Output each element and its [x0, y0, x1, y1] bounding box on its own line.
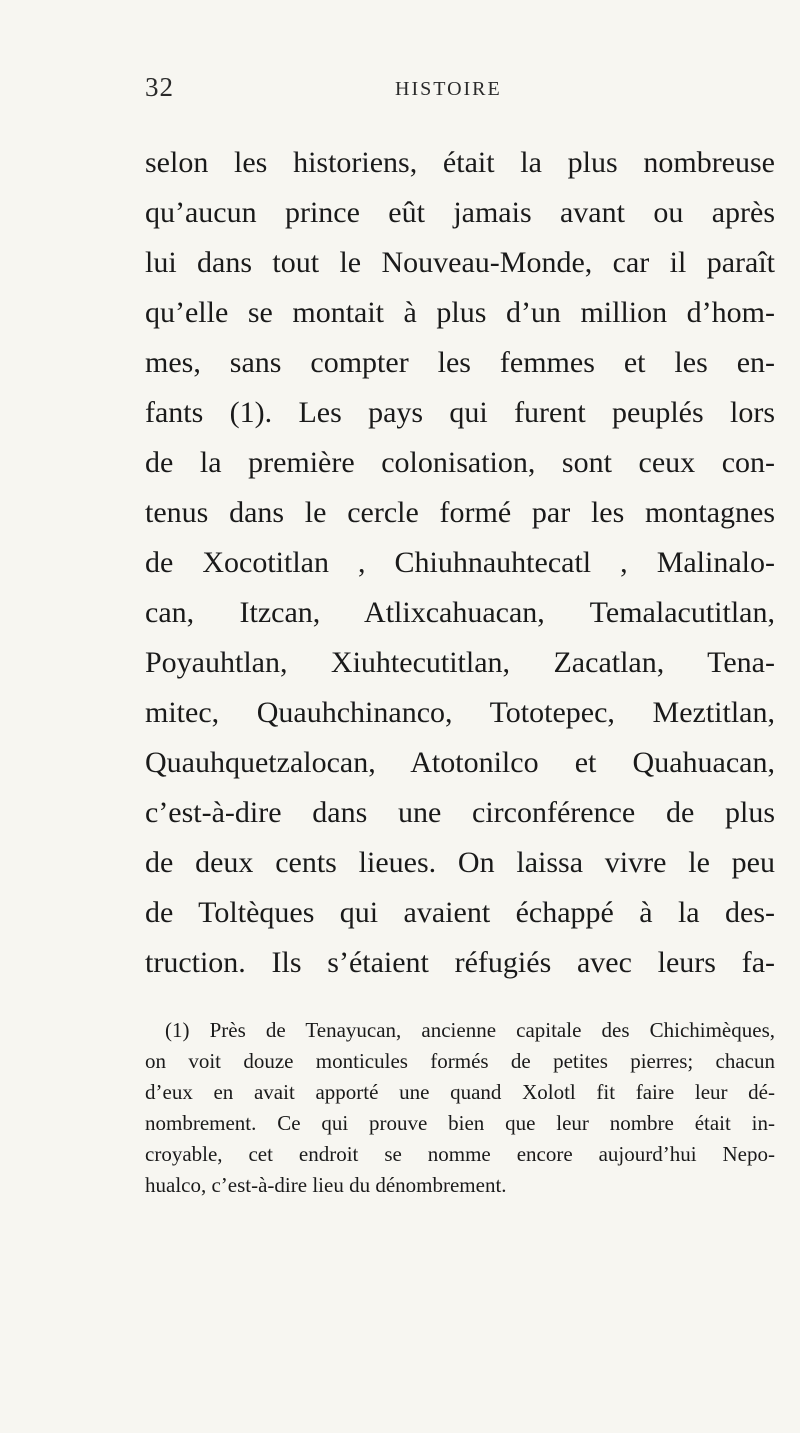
body-line: c’est-à-dire dans une circonférence de plus: [145, 796, 775, 829]
page-number: 32: [145, 72, 174, 102]
body-line: Quauhquetzalocan, Atotonilco et Quahuacan,: [145, 746, 775, 779]
body-line: fants (1). Les pays qui furent peuplés lors: [145, 396, 775, 429]
body-line: selon les historiens, était la plus nombreuse: [145, 146, 775, 179]
body-line: de deux cents lieues. On laissa vivre le peu: [145, 846, 775, 879]
page-header: [145, 72, 775, 112]
footnote-line: d’eux en avait apporté une quand Xolotl fit faire leur dé-: [145, 1080, 775, 1104]
body-line: mes, sans compter les femmes et les en-: [145, 346, 775, 379]
running-head: HISTOIRE: [395, 78, 502, 100]
body-line: truction. Ils s’étaient réfugiés avec leurs fa-: [145, 946, 775, 979]
body-text: [145, 138, 775, 988]
body-line: de Xocotitlan , Chiuhnauhtecatl , Malinalo-: [145, 546, 775, 579]
body-line: Poyauhtlan, Xiuhtecutitlan, Zacatlan, Tena-: [145, 646, 775, 679]
body-line: tenus dans le cercle formé par les montagnes: [145, 496, 775, 529]
body-line: qu’elle se montait à plus d’un million d’hom-: [145, 296, 775, 329]
footnote-line: nombrement. Ce qui prouve bien que leur nombre était in-: [145, 1111, 775, 1135]
body-line: can, Itzcan, Atlixcahuacan, Temalacutitlan,: [145, 596, 775, 629]
body-line: de la première colonisation, sont ceux con-: [145, 446, 775, 479]
footnote-line: on voit douze monticules formés de petites pierres; chacun: [145, 1049, 775, 1073]
body-line: mitec, Quauhchinanco, Tototepec, Meztitlan,: [145, 696, 775, 729]
footnote-line: croyable, cet endroit se nomme encore aujourd’hui Nepo-: [145, 1142, 775, 1166]
body-line: lui dans tout le Nouveau-Monde, car il paraît: [145, 246, 775, 279]
footnote: [145, 1015, 775, 1201]
footnote-line: hualco, c’est-à-dire lieu du dénombrement.: [145, 1173, 507, 1197]
body-line: qu’aucun prince eût jamais avant ou après: [145, 196, 775, 229]
footnote-line: (1) Près de Tenayucan, ancienne capitale des Chichimèques,: [165, 1018, 775, 1042]
body-line: de Toltèques qui avaient échappé à la des-: [145, 896, 775, 929]
